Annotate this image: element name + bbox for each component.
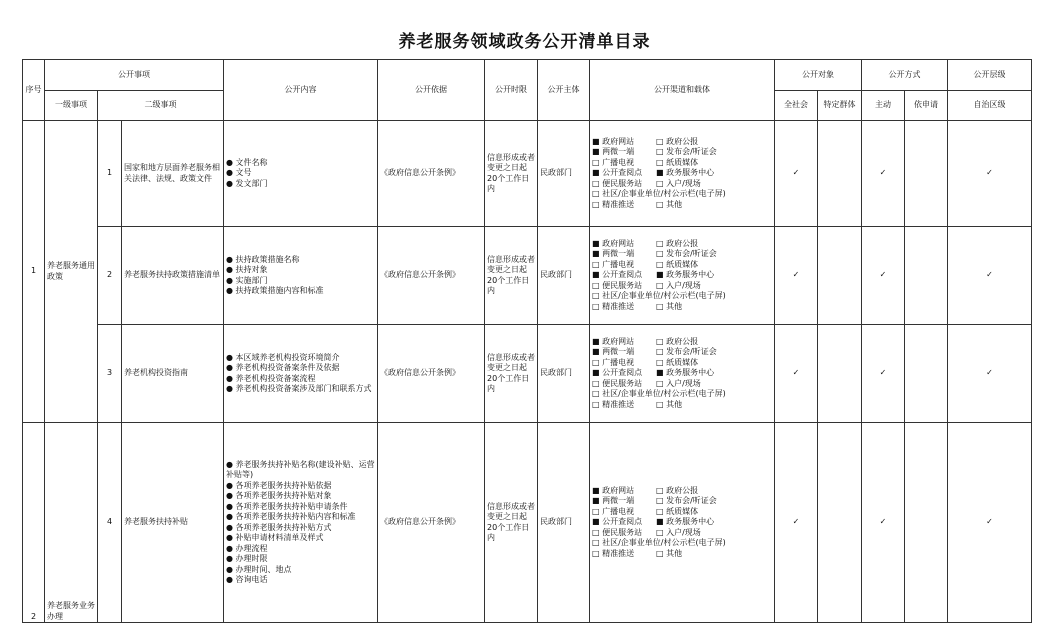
content-item: ● 办理时限 — [226, 554, 268, 563]
group-seq-text: 2 — [30, 611, 37, 621]
table-row — [23, 423, 1032, 623]
channel-item: ■ 政府网站 — [592, 238, 635, 248]
content-item: ● 发文部门 — [226, 178, 268, 188]
channel-item: ■ 两微一端 — [592, 496, 635, 506]
row-subject: 民政部门 — [538, 325, 590, 423]
content-item: ● 文件名称 — [226, 157, 268, 167]
check-icon: ✓ — [879, 368, 887, 378]
check-icon: ✓ — [792, 517, 800, 527]
table-row — [23, 121, 1032, 227]
row-level-region — [948, 423, 1032, 623]
channel-list — [592, 486, 772, 560]
header-method-request: 依申请 — [905, 91, 948, 121]
row-method-request — [905, 423, 948, 623]
header-items: 公开事项 — [45, 60, 224, 91]
content-item: ● 本区域养老机构投资环境简介 — [226, 352, 340, 362]
channel-item: □ 广播电视 — [592, 506, 635, 516]
row-channels — [590, 325, 775, 423]
row-target-specific — [818, 423, 862, 623]
check-icon: ✓ — [792, 368, 800, 378]
channel-item: □ 便民服务站 — [592, 280, 643, 290]
row-method-active — [862, 325, 905, 423]
header-row-1 — [23, 60, 1032, 91]
channel-item: □ 便民服务站 — [592, 527, 643, 537]
channel-item: ■ 公开查阅点 — [592, 368, 643, 378]
channel-item: □ 入户/现场 — [656, 178, 701, 188]
channel-item: □ 入户/现场 — [656, 527, 701, 537]
row-number: 2 — [98, 227, 122, 325]
channel-item: ■ 两微一端 — [592, 249, 635, 259]
row-method-active — [862, 121, 905, 227]
content-item: ● 各项养老服务扶持补贴申请条件 — [226, 501, 348, 511]
content-item: ● 扶持政策措施名称 — [226, 254, 300, 264]
header-target-all: 全社会 — [775, 91, 818, 121]
header-content: 公开内容 — [224, 60, 378, 121]
header-level2: 二级事项 — [98, 91, 224, 121]
channel-item: □ 精准推送 — [592, 399, 635, 409]
channel-item: □ 政府公报 — [656, 136, 699, 146]
header-subject: 公开主体 — [538, 60, 590, 121]
header-basis: 公开依据 — [378, 60, 485, 121]
row-content — [224, 325, 378, 423]
channel-item: □ 发布会/听证会 — [656, 347, 717, 357]
channel-item: □ 纸质媒体 — [656, 157, 699, 167]
channel-list — [592, 137, 772, 211]
row-level-region — [948, 121, 1032, 227]
channel-item: □ 便民服务站 — [592, 378, 643, 388]
content-item: ● 文号 — [226, 168, 252, 178]
channel-item: ■ 两微一端 — [592, 347, 635, 357]
header-channels: 公开渠道和载体 — [590, 60, 775, 121]
row-target-specific — [818, 325, 862, 423]
group-level1: 养老服务通用政策 — [45, 121, 98, 423]
channel-item: □ 广播电视 — [592, 357, 635, 367]
channel-item: □ 其他 — [656, 199, 683, 209]
content-item: ● 养老机构投资备案涉及部门和联系方式 — [226, 384, 372, 393]
check-icon: ✓ — [986, 168, 993, 178]
row-method-request — [905, 325, 948, 423]
row-basis: 《政府信息公开条例》 — [378, 423, 485, 623]
header-method: 公开方式 — [862, 60, 948, 91]
row-target-all — [775, 227, 818, 325]
check-icon: ✓ — [792, 168, 800, 178]
row-level2: 养老服务扶持补贴 — [122, 423, 224, 623]
row-time-limit: 信息形成或者变更之日起20个工作日内 — [485, 423, 538, 623]
channel-item: □ 社区/企事业单位/村公示栏(电子屏) — [592, 189, 726, 199]
row-level-region — [948, 227, 1032, 325]
row-content — [224, 227, 378, 325]
channel-list — [592, 239, 772, 313]
group-level1-text: 养老服务业务办理 — [47, 601, 95, 621]
row-level2: 养老机构投资指南 — [122, 325, 224, 423]
row-method-request — [905, 227, 948, 325]
row-number: 4 — [98, 423, 122, 623]
channel-item: ■ 两微一端 — [592, 147, 635, 157]
row-level2: 国家和地方层面养老服务相关法律、法规、政策文件 — [122, 121, 224, 227]
channel-item: □ 发布会/听证会 — [656, 249, 717, 259]
header-level-region: 自治区级 — [948, 91, 1032, 121]
check-icon: ✓ — [879, 168, 887, 178]
check-icon: ✓ — [792, 270, 800, 280]
header-level: 公开层级 — [948, 60, 1032, 91]
channel-item: □ 精准推送 — [592, 548, 635, 558]
channel-item: ■ 政务服务中心 — [656, 517, 715, 527]
disclosure-table — [22, 59, 1032, 623]
content-item: ● 养老机构投资备案条件及依据 — [226, 363, 340, 372]
channel-item: □ 发布会/听证会 — [656, 147, 717, 157]
content-item: ● 养老机构投资备案流程 — [226, 373, 316, 383]
channel-item: □ 精准推送 — [592, 199, 635, 209]
channel-item: □ 政府公报 — [656, 336, 699, 346]
channel-item: □ 政府公报 — [656, 485, 699, 495]
row-basis: 《政府信息公开条例》 — [378, 325, 485, 423]
channel-item: ■ 政务服务中心 — [656, 270, 715, 280]
channel-item: □ 政府公报 — [656, 238, 699, 248]
channel-item: □ 入户/现场 — [656, 378, 701, 388]
row-target-all — [775, 423, 818, 623]
row-subject: 民政部门 — [538, 423, 590, 623]
channel-item: ■ 公开查阅点 — [592, 517, 643, 527]
check-icon: ✓ — [879, 517, 887, 527]
row-content — [224, 423, 378, 623]
content-item: ● 扶持政策措施内容和标准 — [226, 286, 324, 295]
channel-item: □ 纸质媒体 — [656, 259, 699, 269]
content-item: ● 各项养老服务扶持补贴内容和标准 — [226, 512, 356, 521]
content-item: ● 咨询电话 — [226, 575, 268, 584]
channel-item: ■ 政府网站 — [592, 136, 635, 146]
channel-item: ■ 政务服务中心 — [656, 368, 715, 378]
row-target-all — [775, 325, 818, 423]
channel-item: □ 精准推送 — [592, 301, 635, 311]
check-icon: ✓ — [879, 270, 887, 280]
channel-item: □ 社区/企事业单位/村公示栏(电子屏) — [592, 538, 726, 548]
row-method-request — [905, 121, 948, 227]
channel-item: ■ 政府网站 — [592, 336, 635, 346]
channel-item: □ 广播电视 — [592, 157, 635, 167]
check-icon: ✓ — [986, 517, 993, 527]
channel-item: □ 便民服务站 — [592, 178, 643, 188]
header-seq: 序号 — [23, 60, 45, 121]
content-item: ● 养老服务扶持补贴名称(建设补贴、运营补贴等) — [226, 459, 375, 479]
row-content — [224, 121, 378, 227]
row-method-active — [862, 423, 905, 623]
row-channels — [590, 423, 775, 623]
header-target-specific: 特定群体 — [818, 91, 862, 121]
channel-item: □ 纸质媒体 — [656, 357, 699, 367]
channel-item: □ 社区/企事业单位/村公示栏(电子屏) — [592, 291, 726, 301]
content-item: ● 扶持对象 — [226, 265, 268, 274]
header-level1: 一级事项 — [45, 91, 98, 121]
row-level2: 养老服务扶持政策措施清单 — [122, 227, 224, 325]
channel-list — [592, 337, 772, 411]
header-target: 公开对象 — [775, 60, 862, 91]
content-item: ● 各项养老服务扶持补贴方式 — [226, 522, 332, 532]
channel-item: □ 发布会/听证会 — [656, 496, 717, 506]
check-icon: ✓ — [986, 368, 993, 378]
row-number: 3 — [98, 325, 122, 423]
page-title: 养老服务领域政务公开清单目录 — [398, 32, 651, 52]
row-time-limit: 信息形成或者变更之日起20个工作日内 — [485, 325, 538, 423]
row-channels — [590, 121, 775, 227]
row-channels — [590, 227, 775, 325]
content-item: ● 各项养老服务扶持补贴对象 — [226, 491, 332, 500]
row-method-active — [862, 227, 905, 325]
table-row — [23, 227, 1032, 325]
header-method-active: 主动 — [862, 91, 905, 121]
channel-item: □ 其他 — [656, 548, 683, 558]
group-seq: 1 — [23, 121, 45, 423]
channel-item: □ 入户/现场 — [656, 280, 701, 290]
content-item: ● 办理流程 — [226, 543, 268, 553]
row-subject: 民政部门 — [538, 227, 590, 325]
group-seq — [23, 423, 45, 623]
row-target-specific — [818, 121, 862, 227]
channel-item: □ 纸质媒体 — [656, 506, 699, 516]
content-item: ● 实施部门 — [226, 275, 268, 285]
channel-item: ■ 公开查阅点 — [592, 270, 643, 280]
table-row — [23, 325, 1032, 423]
row-time-limit: 信息形成或者变更之日起20个工作日内 — [485, 121, 538, 227]
channel-item: □ 其他 — [656, 301, 683, 311]
row-subject: 民政部门 — [538, 121, 590, 227]
row-target-specific — [818, 227, 862, 325]
channel-item: □ 社区/企事业单位/村公示栏(电子屏) — [592, 389, 726, 399]
channel-item: □ 广播电视 — [592, 259, 635, 269]
row-number: 1 — [98, 121, 122, 227]
table-body — [23, 121, 1032, 623]
row-basis: 《政府信息公开条例》 — [378, 121, 485, 227]
content-item: ● 各项养老服务扶持补贴依据 — [226, 480, 332, 490]
content-item: ● 补贴申请材料清单及样式 — [226, 533, 324, 542]
content-item: ● 办理时间、地点 — [226, 564, 292, 574]
row-time-limit: 信息形成或者变更之日起20个工作日内 — [485, 227, 538, 325]
row-basis: 《政府信息公开条例》 — [378, 227, 485, 325]
channel-item: ■ 政务服务中心 — [656, 168, 715, 178]
header-time-limit: 公开时限 — [485, 60, 538, 121]
group-level1 — [45, 423, 98, 623]
row-level-region — [948, 325, 1032, 423]
channel-item: □ 其他 — [656, 399, 683, 409]
row-target-all — [775, 121, 818, 227]
channel-item: ■ 政府网站 — [592, 485, 635, 495]
check-icon: ✓ — [986, 270, 993, 280]
channel-item: ■ 公开查阅点 — [592, 168, 643, 178]
